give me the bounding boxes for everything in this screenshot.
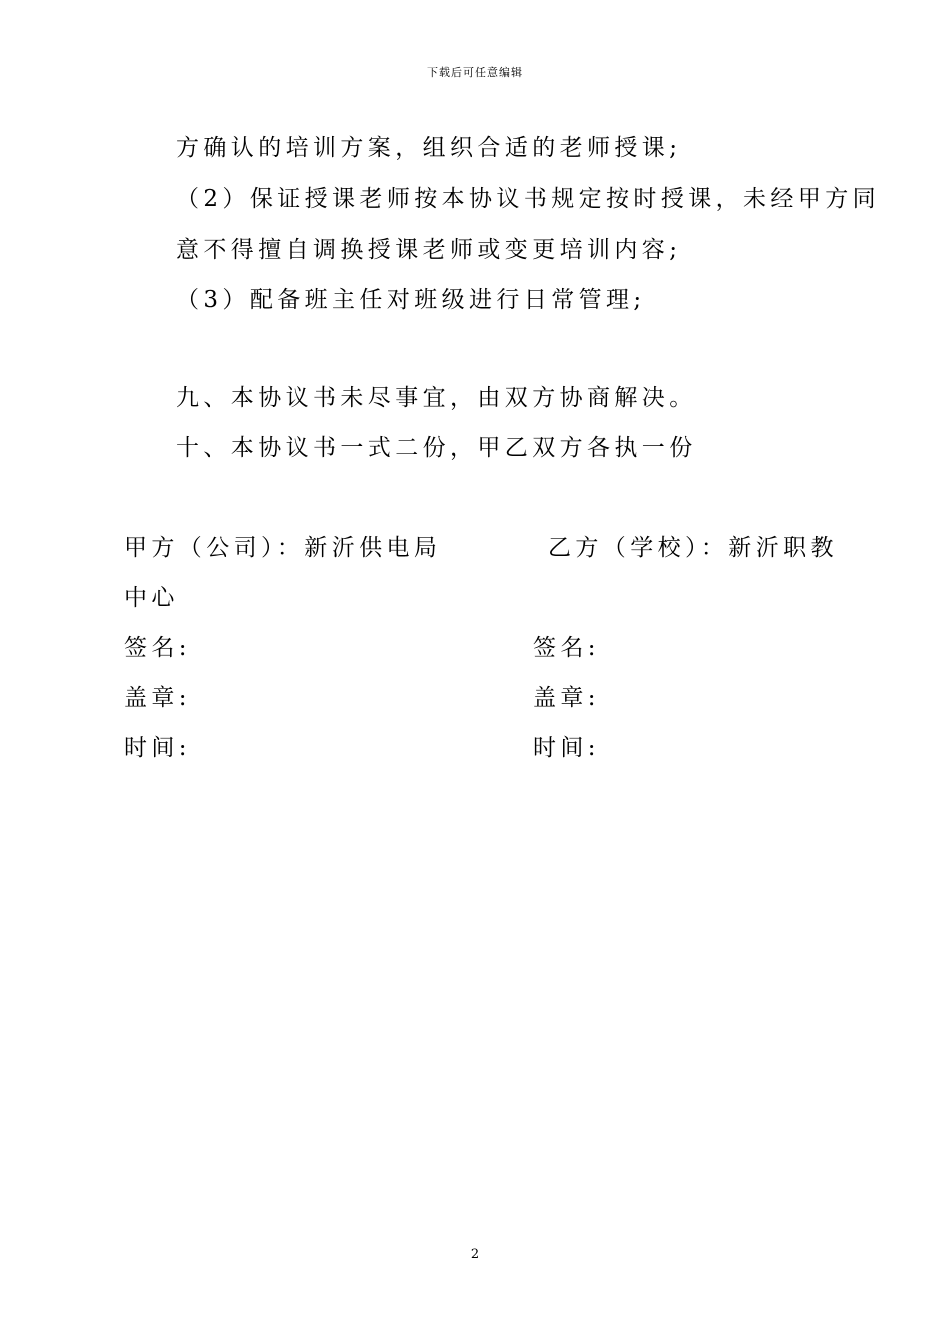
page-number: 2 xyxy=(470,1247,480,1262)
party-a-label: 甲方（公司）：新沂供电局 xyxy=(124,535,442,561)
party-b-time-label: 时间: xyxy=(533,735,600,761)
party-b-label: 乙方（学校）：新沂职教 xyxy=(548,535,838,561)
body-line-6: 十、本协议书一式二份，甲乙双方各执一份 xyxy=(176,435,697,461)
party-a-seal-label: 盖章: xyxy=(124,685,191,711)
body-line-1: 方确认的培训方案，组织合适的老师授课; xyxy=(176,135,682,161)
header-note: 下载后可任意编辑 xyxy=(427,66,523,79)
body-line-5: 九、本协议书未尽事宜，由双方协商解决。 xyxy=(176,385,697,411)
party-b-label-continued: 中心 xyxy=(124,585,179,611)
body-line-3: 意不得擅自调换授课老师或变更培训内容; xyxy=(176,237,682,263)
party-b-sign-label: 签名: xyxy=(533,635,600,661)
body-line-2: （2）保证授课老师按本协议书规定按时授课，未经甲方同 xyxy=(176,186,881,212)
body-line-4: （3）配备班主任对班级进行日常管理; xyxy=(176,287,646,313)
party-a-sign-label: 签名: xyxy=(124,635,191,661)
party-b-seal-label: 盖章: xyxy=(533,685,600,711)
party-a-time-label: 时间: xyxy=(124,735,191,761)
